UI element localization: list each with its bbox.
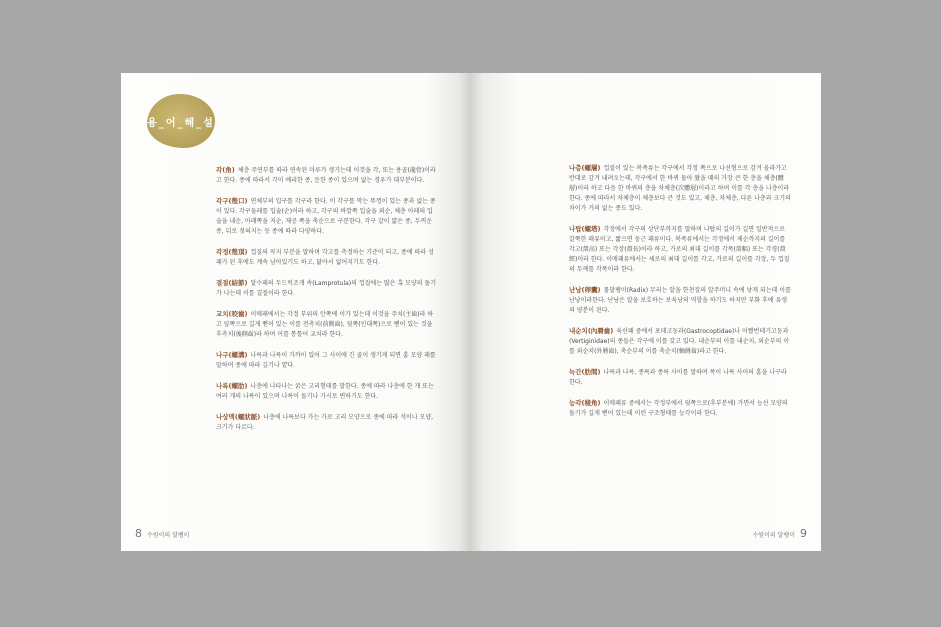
glossary-entry [569, 326, 791, 357]
glossary-entry [216, 350, 437, 371]
glossary-entry [216, 381, 437, 402]
glossary-entry [216, 196, 437, 237]
running-title: 수원이의 달팽이 [147, 532, 190, 539]
entry-term: 늑간(肋間) [569, 368, 601, 376]
entry-term: 나륵(螺肋) [216, 382, 248, 390]
entry-text: 나층에 나륵보다 가는 가로 고리 모양으로 종에 따라 석이나 모양, 크기가 다르다. [216, 414, 434, 431]
running-title: 수원이의 달팽이 [752, 532, 795, 539]
glossary-entry [569, 367, 791, 388]
entry-term: 각구(殼口) [216, 197, 248, 205]
left-page-footer [135, 527, 189, 540]
entry-term: 난낭(卵囊) [569, 286, 601, 294]
entry-term: 나구(螺溝) [216, 351, 248, 359]
right-entry-list [569, 157, 791, 429]
entry-text: 이매패류 중에서는 각정부에서 뒷쪽으로(후부분에) 가면서 능선 모양의 돌기가 길게 뻗어 있는데 이런 구조형태를 능각이라 한다. [569, 400, 788, 417]
entry-text: 각정에서 각구의 상단부까지를 말하며 나탑의 길이가 길면 일반적으로 갈쭉한 패류이고, 짧으면 둥근 패류이다. 복족류에서는 각정에서 제순까지의 길이를 각고(殼高) 또는 각장(殼長)이라 하고, 가로의 최대 길이를 각폭(殼幅) 또는 각경(殼經)이라 한다. 이매패류에서는 세로의 최대 길이를 각고, 가로의 길이를 각장, 두 껍질의 두께를 각폭이라 한다. [569, 226, 790, 273]
glossary-entry [569, 163, 791, 214]
entry-text: 껍질이 있는 복족류는 각구에서 각정 쪽으로 나선형으로 감겨 올라가고 반대로 감겨 내려오는데, 각구에서 한 바퀴 돌아 왔을 때의 가장 큰 한 층을 체층(體層)이라 하고 다음 한 바퀴의 층을 차체층(次體層)이라고 하며 이를 각 층을 나층이라 한다. 종에 따라서 차체층이 체층보다 큰 것도 있고, 체층, 차체층, 다른 나층과 크기의 차이가 거의 없는 종도 있다. [569, 165, 791, 212]
entry-term: 내순치(內脣齒) [569, 327, 614, 335]
right-page-footer [753, 527, 807, 540]
left-entry-list [216, 159, 437, 443]
entry-text: 껍질의 꼭지 부분을 말하며 각고를 측정하는 기준이 되고, 종에 따라 성패가 된 후에도 계속 남아있기도 하고, 닳아서 없어지기도 한다. [216, 249, 434, 266]
book-spread [121, 73, 821, 551]
entry-term: 능각(稜角) [569, 399, 601, 407]
glossary-entry [216, 412, 437, 433]
entry-term: 나층(螺層) [569, 164, 601, 172]
entry-text: 나륵과 나륵이 가까이 있어 그 사이에 긴 골이 생기게 되면 홈 모양 패를 말하며 종에 따라 깊기나 얕다. [216, 352, 436, 369]
glossary-badge [147, 94, 215, 148]
glossary-entry [216, 247, 437, 268]
page-number: 8 [135, 527, 142, 540]
entry-text: 물달팽이(Radix) 무리는 알을 한천질의 알주머니 속에 낳게 되는데 이를 난낭이라한다. 난낭은 알을 보호하는 보육낭의 역할을 하기도 하지만 부화 후에 유생의 양분이 된다. [569, 287, 791, 314]
left-page [121, 73, 469, 551]
right-page [469, 73, 821, 551]
entry-text: 체층 주연부를 따라 연속된 마루가 생기는데 이것을 각, 또는 용골(龍骨)이라고 한다. 종에 따라서 각이 예리한 종, 둔한 종이 있으며 없는 경우가 대부분이다. [216, 167, 436, 184]
glossary-entry [216, 309, 437, 340]
page-number: 9 [800, 527, 807, 540]
entry-text: 이매패에서는 각정 부위의 안쪽에 이가 있는데 이것을 주치(主齒)라 하고 앞쪽으로 길게 뻗어 있는 이를 전측치(前側齒), 뒷쪽(인대쪽)으로 뻗어 있는 것을 후측치(後側齒)라 하며 이를 통틀어 교치라 한다. [216, 311, 434, 338]
glossary-entry [216, 278, 437, 299]
entry-term: 각정(殼頂) [216, 248, 248, 256]
glossary-entry [216, 165, 437, 186]
entry-text: 나륵과 나륵, 종륵과 종륵 사이를 말하며 폭이 나륵 사이의 홈을 나구라 한다. [569, 369, 787, 386]
glossary-entry [569, 224, 791, 275]
entry-term: 나상맥(螺狀脈) [216, 413, 261, 421]
entry-text: 나층에 나타나는 굵은 고리형태를 말한다. 종에 따라 나층에 한 개 또는 여러 개의 나륵이 있으며 나륵이 돌기나 가시로 변하기도 한다. [216, 383, 434, 400]
glossary-entry [569, 285, 791, 316]
entry-term: 나탑(螺塔) [569, 225, 601, 233]
glossary-badge-label: 용_어_해_설 [147, 117, 215, 129]
entry-term: 각(角) [216, 166, 235, 174]
glossary-entry [569, 398, 791, 419]
entry-text: 연체부의 입구를 각구라 한다. 이 각구를 막는 뚜껑이 있는 종과 없는 종이 있다. 각구둘레를 입술(순)이라 하고, 각구의 바깥쪽 입술을 외순, 체층 아래의 입술을 내순, 아래쪽을 저순, 제공 쪽을 축순으로 구분한다. 각구 같이 얇은 종, 두꺼운 종, 뒤로 젖혀지는 등 종에 따라 다양하다. [216, 198, 436, 235]
entry-term: 교치(咬齒) [216, 310, 248, 318]
entry-text: 달수패의 두드럭조개 속(Lamprotula)의 껍질에는 많은 혹 모양의 돌기가 나는데 이를 결절이라 한다. [216, 280, 437, 297]
entry-term: 결절(結節) [216, 279, 248, 287]
entry-text: 육산패 중에서 포데고둥과(Gastrocoptidae)나 이빨번데기고둥과(Vertiginidae)의 종들은 각구에 이를 갖고 있다. 내순부의 이를 내순치, 외순부의 이를 외순치(外脣齒), 축순부의 이를 축순치(軸脣齒)라고 한다. [569, 328, 789, 355]
